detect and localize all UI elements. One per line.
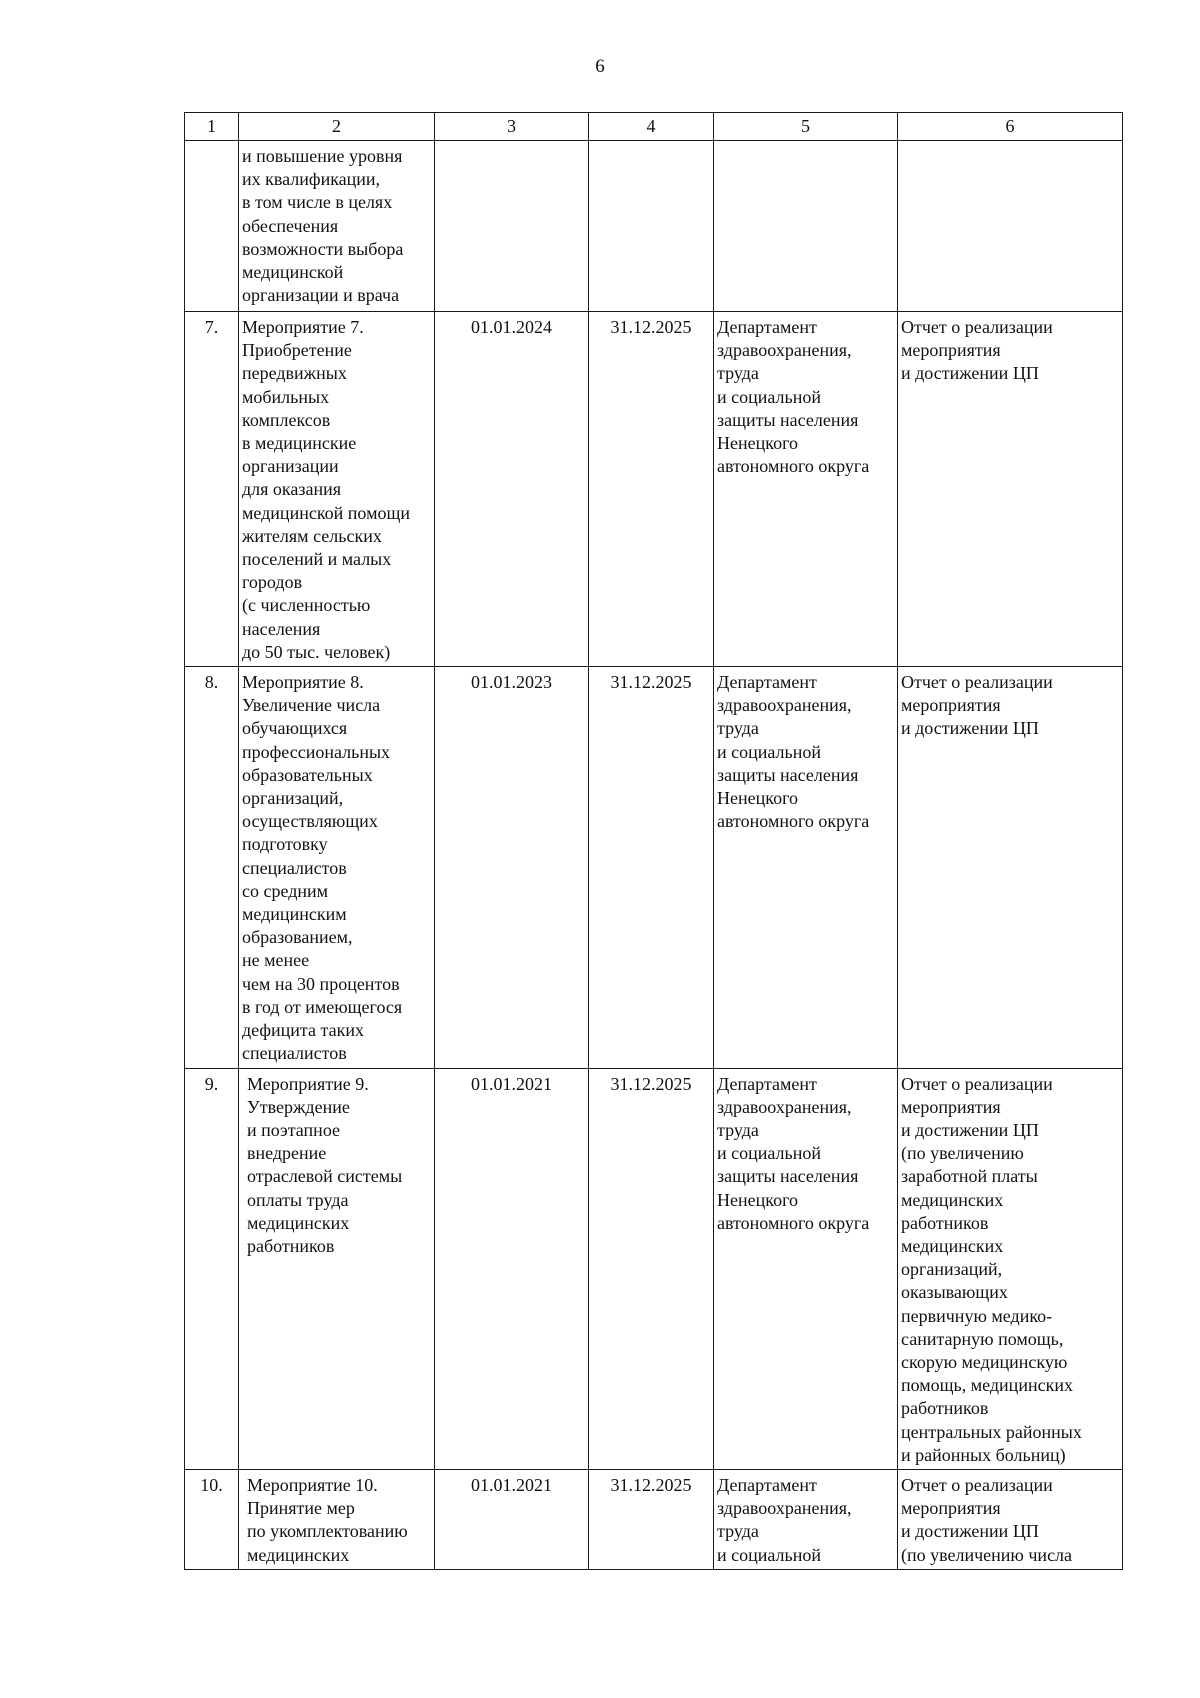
row-number: 8. bbox=[204, 672, 219, 693]
row-number-cell bbox=[185, 667, 239, 1068]
measure-name-cell bbox=[239, 1469, 435, 1569]
responsible-cell bbox=[714, 1469, 898, 1569]
start-date: 01.01.2023 bbox=[471, 672, 552, 693]
header-col-6: 6 bbox=[898, 113, 1123, 141]
header-col-1: 1 bbox=[185, 113, 239, 141]
table-row bbox=[185, 141, 1123, 312]
start-date-cell bbox=[435, 141, 589, 312]
start-date: 01.01.2021 bbox=[471, 1474, 552, 1495]
table-row bbox=[185, 1469, 1123, 1569]
measure-name-cell bbox=[239, 141, 435, 312]
end-date-cell bbox=[589, 1068, 714, 1469]
responsible bbox=[714, 141, 897, 147]
row-number-cell bbox=[185, 312, 239, 667]
start-date: 01.01.2024 bbox=[471, 317, 552, 337]
measure-name: и повышение уровня их квалификации, в том числе в целях обеспечения возможности выбора медицинской организации и врача bbox=[242, 146, 404, 306]
measure-name: Мероприятие 7. Приобретение передвижных мобильных комплексов в медицинские организации для оказания медицинской помощи жителям сельских поселений и малых городов (с численностью населения до 50 тыс. человек) bbox=[242, 317, 410, 662]
measure-name-cell bbox=[239, 667, 435, 1068]
measures-table bbox=[184, 112, 1123, 1570]
measure-name: Мероприятие 8. Увеличение числа обучающихся профессиональных образовательных организаций, осуществляющих подготовку специалистов со средним медицинским образованием, не менее чем на 30 процентов в год от имеющегося дефицита таких специалистов bbox=[242, 672, 403, 1064]
result: Отчет о реализации мероприятия и достижении ЦП bbox=[901, 317, 1053, 384]
row-number-cell bbox=[185, 1068, 239, 1469]
start-date-cell bbox=[435, 312, 589, 667]
result: Отчет о реализации мероприятия и достижении ЦП (по увеличению заработной платы медицинских работников медицинских организаций, оказывающих первичную медико- санитарную помощь, скорую медицинскую помощь, медицинских работников центральных районных и районных больниц) bbox=[901, 1073, 1082, 1465]
page-number: 6 bbox=[595, 56, 605, 77]
header-row bbox=[185, 113, 1123, 141]
row-number: 7. bbox=[204, 317, 219, 337]
responsible: Департамент здравоохранения, труда и социальной защиты населения Ненецкого автономного округа bbox=[717, 317, 870, 477]
header-col-4: 4 bbox=[589, 113, 714, 141]
measure-name: Мероприятие 10. Принятие мер по укомплектованию медицинских bbox=[247, 1474, 408, 1565]
table-row bbox=[185, 312, 1123, 667]
header-col-2: 2 bbox=[239, 113, 435, 141]
measure-name: Мероприятие 9. Утверждение и поэтапное внедрение отраслевой системы оплаты труда медицинских работников bbox=[247, 1073, 403, 1256]
end-date: 31.12.2025 bbox=[610, 317, 692, 337]
start-date-cell bbox=[435, 1469, 589, 1569]
result-cell bbox=[898, 1469, 1123, 1569]
result: Отчет о реализации мероприятия и достижении ЦП (по увеличению числа bbox=[901, 1474, 1073, 1565]
result-cell bbox=[898, 1068, 1123, 1469]
start-date bbox=[435, 141, 588, 147]
end-date: 31.12.2025 bbox=[610, 672, 692, 693]
end-date: 31.12.2025 bbox=[610, 1474, 692, 1495]
responsible-cell bbox=[714, 312, 898, 667]
row-number-cell bbox=[185, 141, 239, 312]
start-date: 01.01.2021 bbox=[471, 1073, 552, 1094]
responsible-cell bbox=[714, 1068, 898, 1469]
responsible-cell bbox=[714, 141, 898, 312]
result-cell bbox=[898, 312, 1123, 667]
row-number bbox=[185, 141, 238, 147]
table-row bbox=[185, 667, 1123, 1068]
table-row bbox=[185, 1068, 1123, 1469]
result bbox=[898, 141, 1122, 147]
responsible: Департамент здравоохранения, труда и социальной защиты населения Ненецкого автономного округа bbox=[717, 1073, 870, 1233]
row-number: 10. bbox=[200, 1474, 223, 1495]
responsible: Департамент здравоохранения, труда и социальной bbox=[717, 1474, 852, 1565]
end-date-cell bbox=[589, 1469, 714, 1569]
end-date bbox=[589, 141, 713, 147]
measure-name-cell bbox=[239, 312, 435, 667]
end-date: 31.12.2025 bbox=[610, 1073, 692, 1094]
result: Отчет о реализации мероприятия и достижении ЦП bbox=[901, 672, 1053, 739]
start-date-cell bbox=[435, 667, 589, 1068]
result-cell bbox=[898, 141, 1123, 312]
measure-name-cell bbox=[239, 1068, 435, 1469]
row-number-cell bbox=[185, 1469, 239, 1569]
result-cell bbox=[898, 667, 1123, 1068]
end-date-cell bbox=[589, 667, 714, 1068]
responsible: Департамент здравоохранения, труда и социальной защиты населения Ненецкого автономного округа bbox=[717, 672, 870, 832]
header-col-3: 3 bbox=[435, 113, 589, 141]
end-date-cell bbox=[589, 141, 714, 312]
row-number: 9. bbox=[204, 1073, 219, 1094]
responsible-cell bbox=[714, 667, 898, 1068]
header-col-5: 5 bbox=[714, 113, 898, 141]
end-date-cell bbox=[589, 312, 714, 667]
start-date-cell bbox=[435, 1068, 589, 1469]
